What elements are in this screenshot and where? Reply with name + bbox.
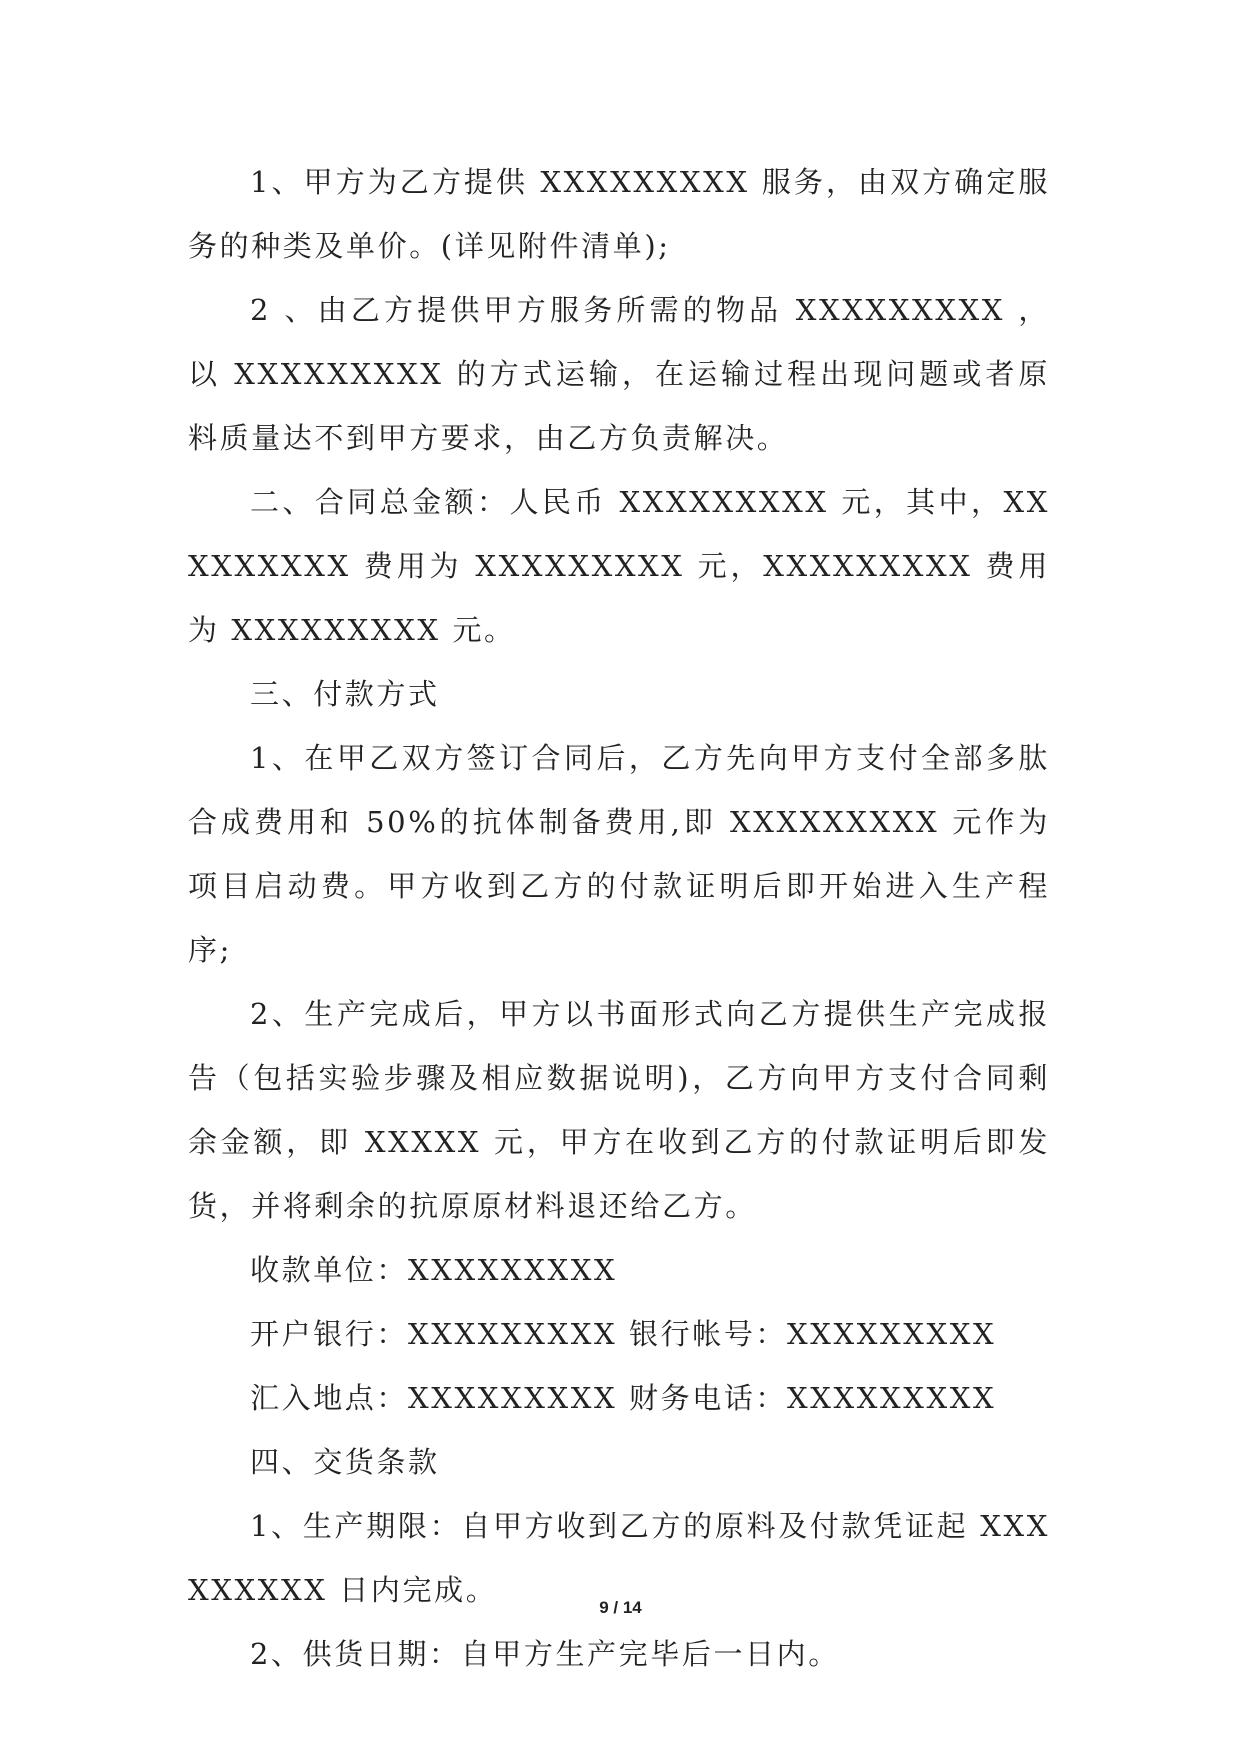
paragraph-contract-amount: 二、合同总金额：人民币 XXXXXXXXX 元，其中，XXXXXXXXX 费用为 XXXXXXXXX 元，XXXXXXXXX 费用为 XXXXXXXXX 元。 [188, 485, 1050, 647]
page-number: 9 / 14 [599, 1598, 642, 1617]
remittance-line: 汇入地点：XXXXXXXXX 财务电话：XXXXXXXXX [250, 1381, 997, 1415]
heading-delivery-terms: 四、交货条款 [250, 1445, 440, 1479]
paragraph-materials-transport: 2 、由乙方提供甲方服务所需的物品 XXXXXXXXX ，以 XXXXXXXXX 的方式运输，在运输过程出现问题或者原料质量达不到甲方要求，由乙方负责解决。 [188, 293, 1050, 455]
paragraph-final-payment: 2、生产完成后，甲方以书面形式向乙方提供生产完成报告（包括实验步骤及相应数据说明)，乙方向甲方支付合同剩余金额，即 XXXXX 元，甲方在收到乙方的付款证明后即发货，并将剩余的抗原原材料退还给乙方。 [188, 997, 1050, 1223]
paragraph-startup-payment: 1、在甲乙双方签订合同后，乙方先向甲方支付全部多肽合成费用和 50%的抗体制备费用,即 XXXXXXXXX 元作为项目启动费。甲方收到乙方的付款证明后即开始进入生产程序; [188, 741, 1050, 967]
paragraph-supply-date: 2、供货日期：自甲方生产完毕后一日内。 [250, 1637, 840, 1671]
paragraph-production-period: 1、生产期限：自甲方收到乙方的原料及付款凭证起 XXXXXXXXX 日内完成。 [188, 1509, 1050, 1607]
bank-line: 开户银行：XXXXXXXXX 银行帐号：XXXXXXXXX [250, 1317, 997, 1351]
paragraph-service-provision: 1、甲方为乙方提供 XXXXXXXXX 服务，由双方确定服务的种类及单价。(详见附件清单); [188, 165, 1050, 263]
document-body [188, 150, 1050, 1686]
heading-payment-method: 三、付款方式 [250, 677, 440, 711]
payee-line: 收款单位：XXXXXXXXX [250, 1253, 618, 1287]
